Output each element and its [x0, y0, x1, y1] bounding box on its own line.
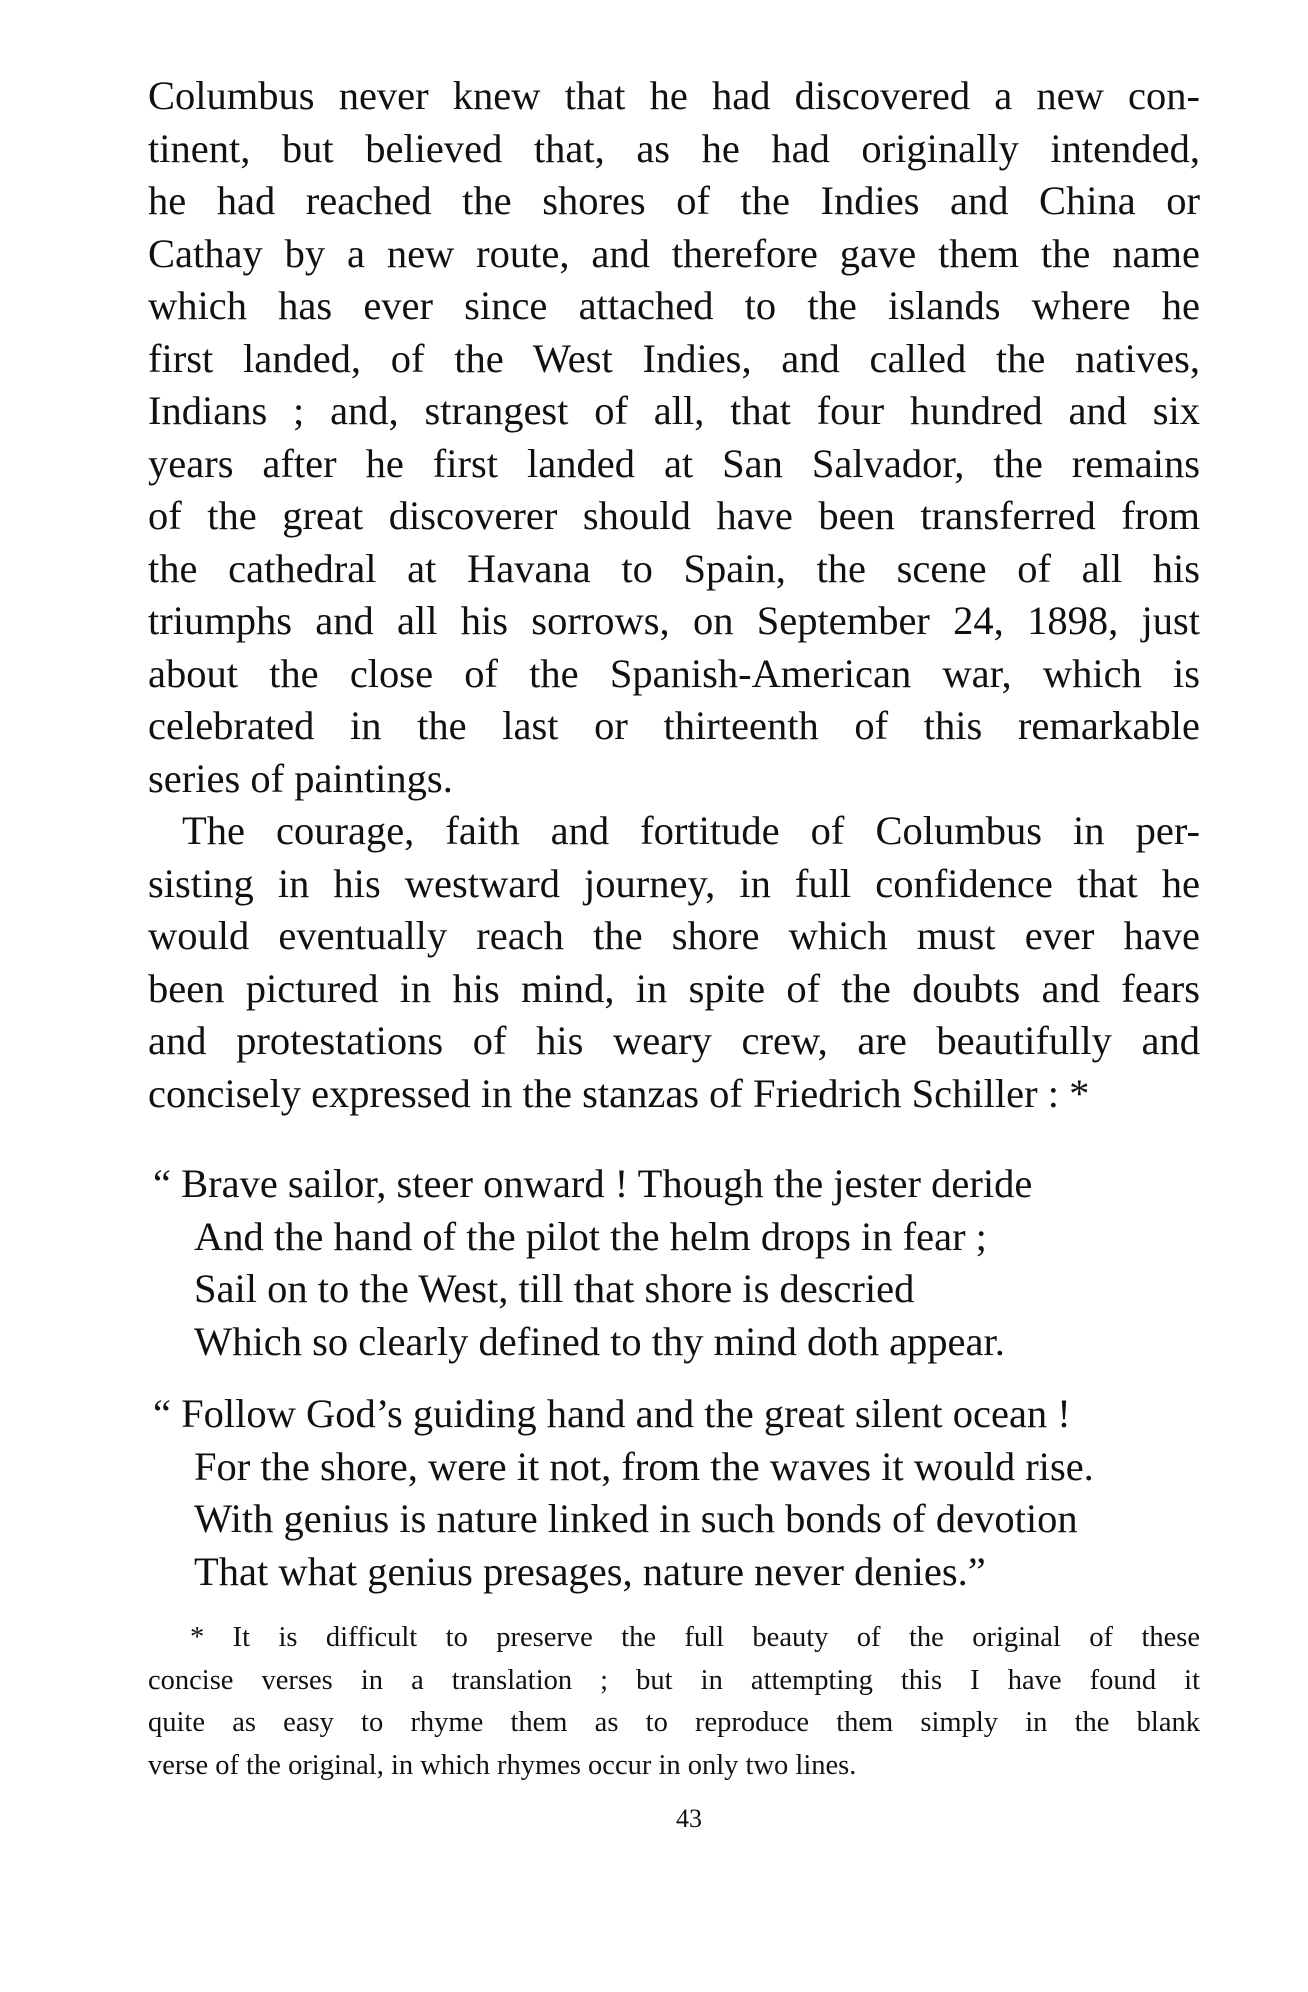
- verse-line: And the hand of the pilot the helm drops in fear ;: [194, 1213, 987, 1259]
- body-paragraph-1: [148, 70, 1200, 805]
- text-line: and protestations of his weary crew, are beautifully and: [148, 1018, 1200, 1063]
- text-line: Columbus never knew that he had discovered a new con-: [148, 73, 1200, 118]
- footnote-line: concise verses in a translation ; but in attempting this I have found it: [148, 1664, 1200, 1696]
- footnote-line: quite as easy to rhyme them as to reproduce them simply in the blank: [148, 1707, 1200, 1738]
- verse-line: With genius is nature linked in such bonds of devotion: [194, 1496, 1078, 1541]
- poem-stanza-2: [148, 1388, 1200, 1598]
- book-page: [148, 70, 1200, 1839]
- footnote-line: verse of the original, in which rhymes occur in only two lines.: [148, 1749, 857, 1781]
- text-line: celebrated in the last or thirteenth of this remarkable: [148, 703, 1200, 748]
- text-line: he had reached the shores of the Indies and China or: [148, 178, 1200, 223]
- verse-line: Sail on to the West, till that shore is descried: [194, 1266, 915, 1311]
- text-line: the cathedral at Havana to Spain, the scene of all his: [148, 545, 1200, 591]
- text-line: first landed, of the West Indies, and called the natives,: [148, 335, 1200, 381]
- text-line: of the great discoverer should have been transferred from: [148, 493, 1200, 538]
- body-paragraph-2: [148, 805, 1200, 1120]
- text-line: triumphs and all his sorrows, on September 24, 1898, just: [148, 598, 1200, 643]
- verse-line: “ Brave sailor, steer onward ! Though the jester deride: [153, 1161, 1033, 1206]
- text-line: sisting in his westward journey, in full confidence that he: [148, 860, 1200, 906]
- poem-stanza-1: [148, 1158, 1200, 1368]
- text-line: The courage, faith and fortitude of Columbus in per-: [182, 808, 1200, 853]
- footnote: [148, 1617, 1200, 1787]
- text-line: years after he first landed at San Salvador, the remains: [148, 440, 1200, 486]
- text-line: which has ever since attached to the islands where he: [148, 283, 1200, 328]
- text-line: been pictured in his mind, in spite of the doubts and fears: [148, 965, 1200, 1011]
- verse-line: Which so clearly defined to thy mind doth appear.: [194, 1318, 1005, 1364]
- verse-line: That what genius presages, nature never denies.”: [194, 1548, 986, 1594]
- verse-line: For the shore, were it not, from the waves it would rise.: [194, 1443, 1094, 1489]
- text-line: about the close of the Spanish-American war, which is: [148, 650, 1200, 696]
- text-line: tinent, but believed that, as he had originally intended,: [148, 125, 1200, 171]
- text-line: would eventually reach the shore which must ever have: [148, 913, 1200, 958]
- text-line: series of paintings.: [148, 755, 453, 801]
- page-number: 43: [676, 1804, 702, 1833]
- text-line: Cathay by a new route, and therefore gave them the name: [148, 230, 1200, 276]
- text-line: concisely expressed in the stanzas of Friedrich Schiller : *: [148, 1070, 1090, 1116]
- verse-line: “ Follow God’s guiding hand and the great silent ocean !: [153, 1391, 1071, 1436]
- footnote-line: * It is difficult to preserve the full beauty of the original of these: [190, 1622, 1200, 1653]
- text-line: Indians ; and, strangest of all, that four hundred and six: [148, 388, 1200, 433]
